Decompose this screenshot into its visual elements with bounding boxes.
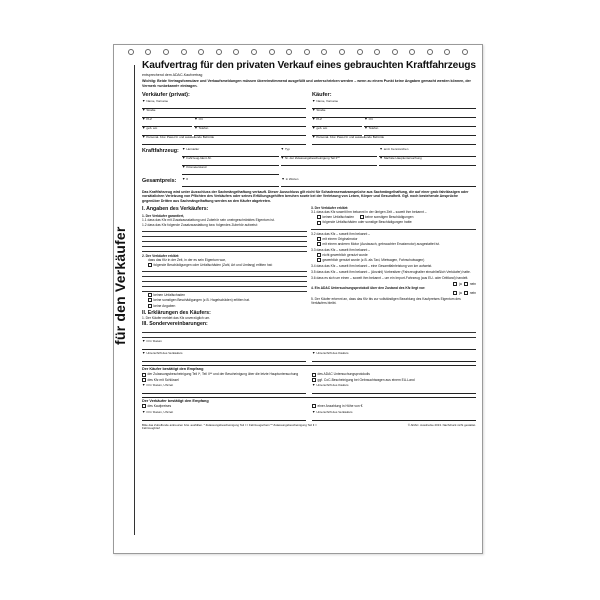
side-label: für den Verkäufer	[112, 226, 128, 345]
no-info-checkbox[interactable]: keine Angaben	[142, 304, 307, 308]
report-received-checkbox[interactable]: des ADAC Untersuchungsprotokolls	[312, 372, 476, 376]
parties-section	[142, 92, 476, 145]
section-i-heading: I. Angaben des Verkäufers:	[142, 206, 209, 213]
inspection-report-statement: 4. Ein ADAC Untersuchungsprotokoll über den Zustand des Kfz liegt vor:	[311, 285, 426, 290]
seller-id-field[interactable]: ▼ Personal- bzw. Pass-Nr. und ausstellende Behörde	[142, 136, 306, 145]
vehicle-vin-field[interactable]: ▼ Fahrzeug-Ident-Nr.	[182, 157, 279, 166]
footer	[142, 424, 476, 431]
price-words-field[interactable]: ▼ in Worten	[281, 178, 476, 187]
seller-signature-field[interactable]: ▼ Unterschrift des Verkäufers	[142, 352, 306, 362]
buyer-city-field[interactable]: ▼ Ort	[364, 118, 476, 127]
import-yes-no[interactable]: ja nein	[311, 282, 476, 286]
warning-text: Wichtig: Beide Vertragsformulare und Verkaufsmeldungen müssen übereinstimmend ausgefüllt und unterschrieben werden – wenn zu einem Punkt keine Angaben gemacht werden können, der Vermerk »unbekannt« eintragen.	[142, 79, 471, 88]
ownership-clause: 5. Der Käufer erkennt an, dass das Kfz bis zur vollständigen Bezahlung des Kaufpreises Eigentum des Verkäufers bleibt.	[311, 296, 461, 306]
buyer-phone-field[interactable]: ▼ Telefon	[364, 127, 476, 136]
documents-received-checkbox[interactable]: der Zulassungsbescheinigung Teil I*, Teil II** und der Bescheinigung über die letzte Hauptuntersuchung	[142, 372, 306, 376]
non-commercial-checkbox[interactable]: nicht gewerblich genutzt wurde	[311, 253, 476, 257]
damage-checkbox[interactable]: folgende Beschädigungen oder Unfallschäden (Zahl, Art und Umfang) erlitten hat:	[142, 263, 307, 267]
seller-heading: Verkäufer (privat):	[142, 91, 190, 98]
coc-received-checkbox[interactable]: ggf. CoC-Bescheinigung bei Gebrauchtwagen aus einem EU-Land	[312, 378, 476, 382]
section-ii-heading: II. Erklärungen des Käufers:	[142, 309, 211, 316]
side-rule	[134, 65, 135, 535]
price-received-checkbox[interactable]: des Kaufpreises	[142, 404, 306, 408]
no-accident-checkbox[interactable]: keinen Unfallschaden	[142, 293, 307, 297]
vehicle-type-field[interactable]: ▼ Typ	[281, 148, 378, 157]
vehicle-section	[142, 148, 476, 175]
document-title: Kaufvertrag für den privaten Verkauf eines gebrauchten Kraftfahrzeugs	[142, 60, 476, 71]
seller-history: 3. Der Verkäufer erklärt: 3.1 dass das Kfz soweit ihm bekannt in der übrigen Zeit – soweit ihm bekannt – keinen Unfallschaden keine sonstigen Beschädigungen folgende Unfallschäden oder sonstige Beschädigungen hatte: 3.2 dass das Kfz – soweit ihm bekannt – mit einem Originalmotor mit einem anderen Motor (Austausch, gebrauchter Ersatzmotor) ausgestattet ist. 3.3 dass das Kfz – soweit ihm bekannt – nicht gewerblich genutzt wurde gewerblich genutzt wurde (z.B. als Taxi, Mietwagen, Fahrschulwagen) 3.4 dass das Kfz – soweit ihm bekannt – eine Gesamtfahrleistung von km aufweist. 3.5 dass das Kfz – soweit ihm bekannt – (Anzahl) Vorbesitzer (Fahrzeughalter einschließlich Verkäufer) hatte. 3.6 dass es sich um einen – soweit ihm bekannt – um ein Import-Fahrzeug (aus EU- oder Drittland) handelt. ja nein 4. Ein ADAC Untersuchungsprotokoll über den Zustand des Kfz liegt vor: ja nein 5. Der Käufer erkennt an, dass das Kfz bis zur vollständigen Bezahlung des Kaufpreises Eigentum des Verkäufers bleibt.	[311, 206, 476, 306]
document-subtitle: entsprechend dem ADAC-Kaufvertrag	[142, 72, 203, 77]
vehicle-registration-field[interactable]: ▼ Nr. der Zulassungsbescheinigung Teil II**	[281, 157, 378, 166]
damage-lines[interactable]	[142, 267, 307, 292]
buyer-zip-field[interactable]: ▼ PLZ	[312, 118, 362, 127]
special-agreements-lines[interactable]	[142, 328, 476, 338]
buyer-block	[312, 92, 476, 145]
liability-clause: Das Kraftfahrzeug wird unter Ausschluss der Sachmängelhaftung verkauft. Dieser Ausschluss gilt nicht für Schadensersatzansprüche aus Sachmängelhaftung, die auf einer grob fahrlässigen oder vorsätzlichen Verletzung von Pflichten des Verkäufers oder seines Erfüllungsgehilfen beruhen sowie bei der Verletzung von Leben, Körper und Gesundheit. Ggf. noch bestehende Ansprüche gegenüber Dritten aus Sachmängelhaftung werden an den Käufer abgetreten.	[142, 189, 469, 203]
deposit-received-checkbox[interactable]: einer Anzahlung in Höhe von €	[312, 404, 476, 408]
buyer-receipt-signature-field[interactable]: ▼ Unterschrift des Käufers	[312, 384, 476, 394]
seller-phone-field[interactable]: ▼ Telefon	[194, 127, 306, 136]
seller-zip-field[interactable]: ▼ PLZ	[142, 118, 192, 127]
price-section	[142, 178, 476, 187]
seller-receipt-signature-field[interactable]: ▼ Unterschrift des Verkäufers	[312, 411, 476, 421]
buyer-heading: Käufer:	[312, 91, 332, 98]
buyer-name-field[interactable]: ▼ Name, Vorname	[312, 100, 476, 109]
seller-declarations: I. Angaben des Verkäufers: 1. Der Verkäufer garantiert, 1.1 dass das Kfz mit Zusatzausstattung und Zubehör sein uneingeschränktes Eigentum ist. 1.2 dass das Kfz folgende Zusatzausstattung bzw. folgendes Zubehör aufweist: 2. Der Verkäufer erklärt: dass das Kfz in der Zeit, in der es sein Eigentum war, folgende Beschädigungen oder Unfallschäden (Zahl, Art und Umfang) erlitten hat: keinen Unfallschaden keine sonstigen Beschädigungen (z.B. Hagelschäden) erlitten hat. keine Angaben II. Erklärungen des Käufers: 1. Der Käufer meldet das Kfz unverzüglich um. III. Sondervereinbarungen:	[142, 206, 307, 328]
accessories-lines[interactable]	[142, 227, 307, 252]
price-label: Gesamtpreis:	[142, 177, 177, 184]
footer-note: Bitte das Zutreffende ankreuzen bzw. ausfüllen. * Zulassungsbescheinigung Teil I = Fahrzeugschein ** Zulassungsbescheinigung Teil II = Fahrzeugbrief	[142, 422, 317, 431]
perforation-row	[114, 49, 482, 59]
vehicle-plate-field[interactable]: ▼ amtl. Kennzeichen	[379, 148, 476, 157]
contract-signatures	[142, 340, 476, 350]
seller-receipt-heading: Der Verkäufer bestätigt den Empfang	[142, 397, 476, 404]
vehicle-maker-field[interactable]: ▼ Hersteller	[182, 148, 279, 157]
buyer-signature-field[interactable]: ▼ Unterschrift des Käufers	[312, 352, 476, 362]
seller-receipt-date-field[interactable]: ▼ Ort / Datum, Uhrzeit	[142, 411, 306, 421]
vehicle-label: Kraftfahrzeug:	[142, 147, 179, 154]
history-no-accident-checkbox[interactable]: keinen Unfallschaden keine sonstigen Beschädigungen	[311, 215, 476, 219]
keys-received-checkbox[interactable]: des Kfz mit Schlüssel	[142, 378, 306, 382]
contract-sheet	[113, 44, 483, 554]
other-engine-checkbox[interactable]: mit einem anderen Motor (Austausch, gebrauchter Ersatzmotor) ausgestattet ist.	[311, 242, 476, 246]
seller-city-field[interactable]: ▼ Ort	[194, 118, 306, 127]
declarations-section	[142, 206, 476, 328]
seller-block	[142, 92, 306, 145]
buyer-receipt-date-field[interactable]: ▼ Ort / Datum, Uhrzeit	[142, 384, 306, 394]
vehicle-mileage-field[interactable]: ▼ Kilometerstand	[182, 166, 279, 175]
buyer-birth-field[interactable]: ▼ geb. am	[312, 127, 362, 136]
price-amount-field[interactable]: ▼ €	[182, 178, 279, 187]
import-statement: 3.6 dass es sich um einen – soweit ihm bekannt – um ein Import-Fahrzeug (aus EU- oder Drittland) handelt.	[311, 276, 469, 281]
contract-place-date-field[interactable]: ▼ Ort / Datum	[142, 340, 476, 350]
seller-birth-field[interactable]: ▼ geb. am	[142, 127, 192, 136]
seller-name-field[interactable]: ▼ Name, Vorname	[142, 100, 306, 109]
history-damage-checkbox[interactable]: folgende Unfallschäden oder sonstige Beschädigungen hatte:	[311, 220, 476, 224]
buyer-id-field[interactable]: ▼ Personal- bzw. Pass-Nr. und ausstellende Behörde	[312, 136, 476, 145]
form-content	[142, 61, 476, 547]
commercial-checkbox[interactable]: gewerblich genutzt wurde (z.B. als Taxi, Mietwagen, Fahrschulwagen)	[311, 258, 476, 262]
seller-street-field[interactable]: ▼ Straße	[142, 109, 306, 118]
footer-copyright: © ADAC. Ausdrucke 2013. Nachdruck nicht gestattet.	[407, 422, 476, 427]
buyer-receipt-heading: Der Käufer bestätigt den Empfang	[142, 365, 476, 372]
buyer-street-field[interactable]: ▼ Straße	[312, 109, 476, 118]
no-damage-checkbox[interactable]: keine sonstigen Beschädigungen (z.B. Hagelschäden) erlitten hat.	[142, 298, 307, 302]
section-iii-heading: III. Sondervereinbarungen:	[142, 321, 208, 328]
vehicle-inspection-field[interactable]: ▼ Nächste Hauptuntersuchung	[379, 157, 476, 166]
report-yes-no[interactable]: ja nein	[311, 291, 476, 295]
mileage-statement: 3.4 dass das Kfz – soweit ihm bekannt – eine Gesamtfahrleistung von km aufweist.	[311, 264, 433, 269]
owners-statement: 3.5 dass das Kfz – soweit ihm bekannt – (Anzahl) Vorbesitzer (Fahrzeughalter einschließlich Verkäufer) hatte.	[311, 270, 471, 275]
original-engine-checkbox[interactable]: mit einem Originalmotor	[311, 237, 476, 241]
